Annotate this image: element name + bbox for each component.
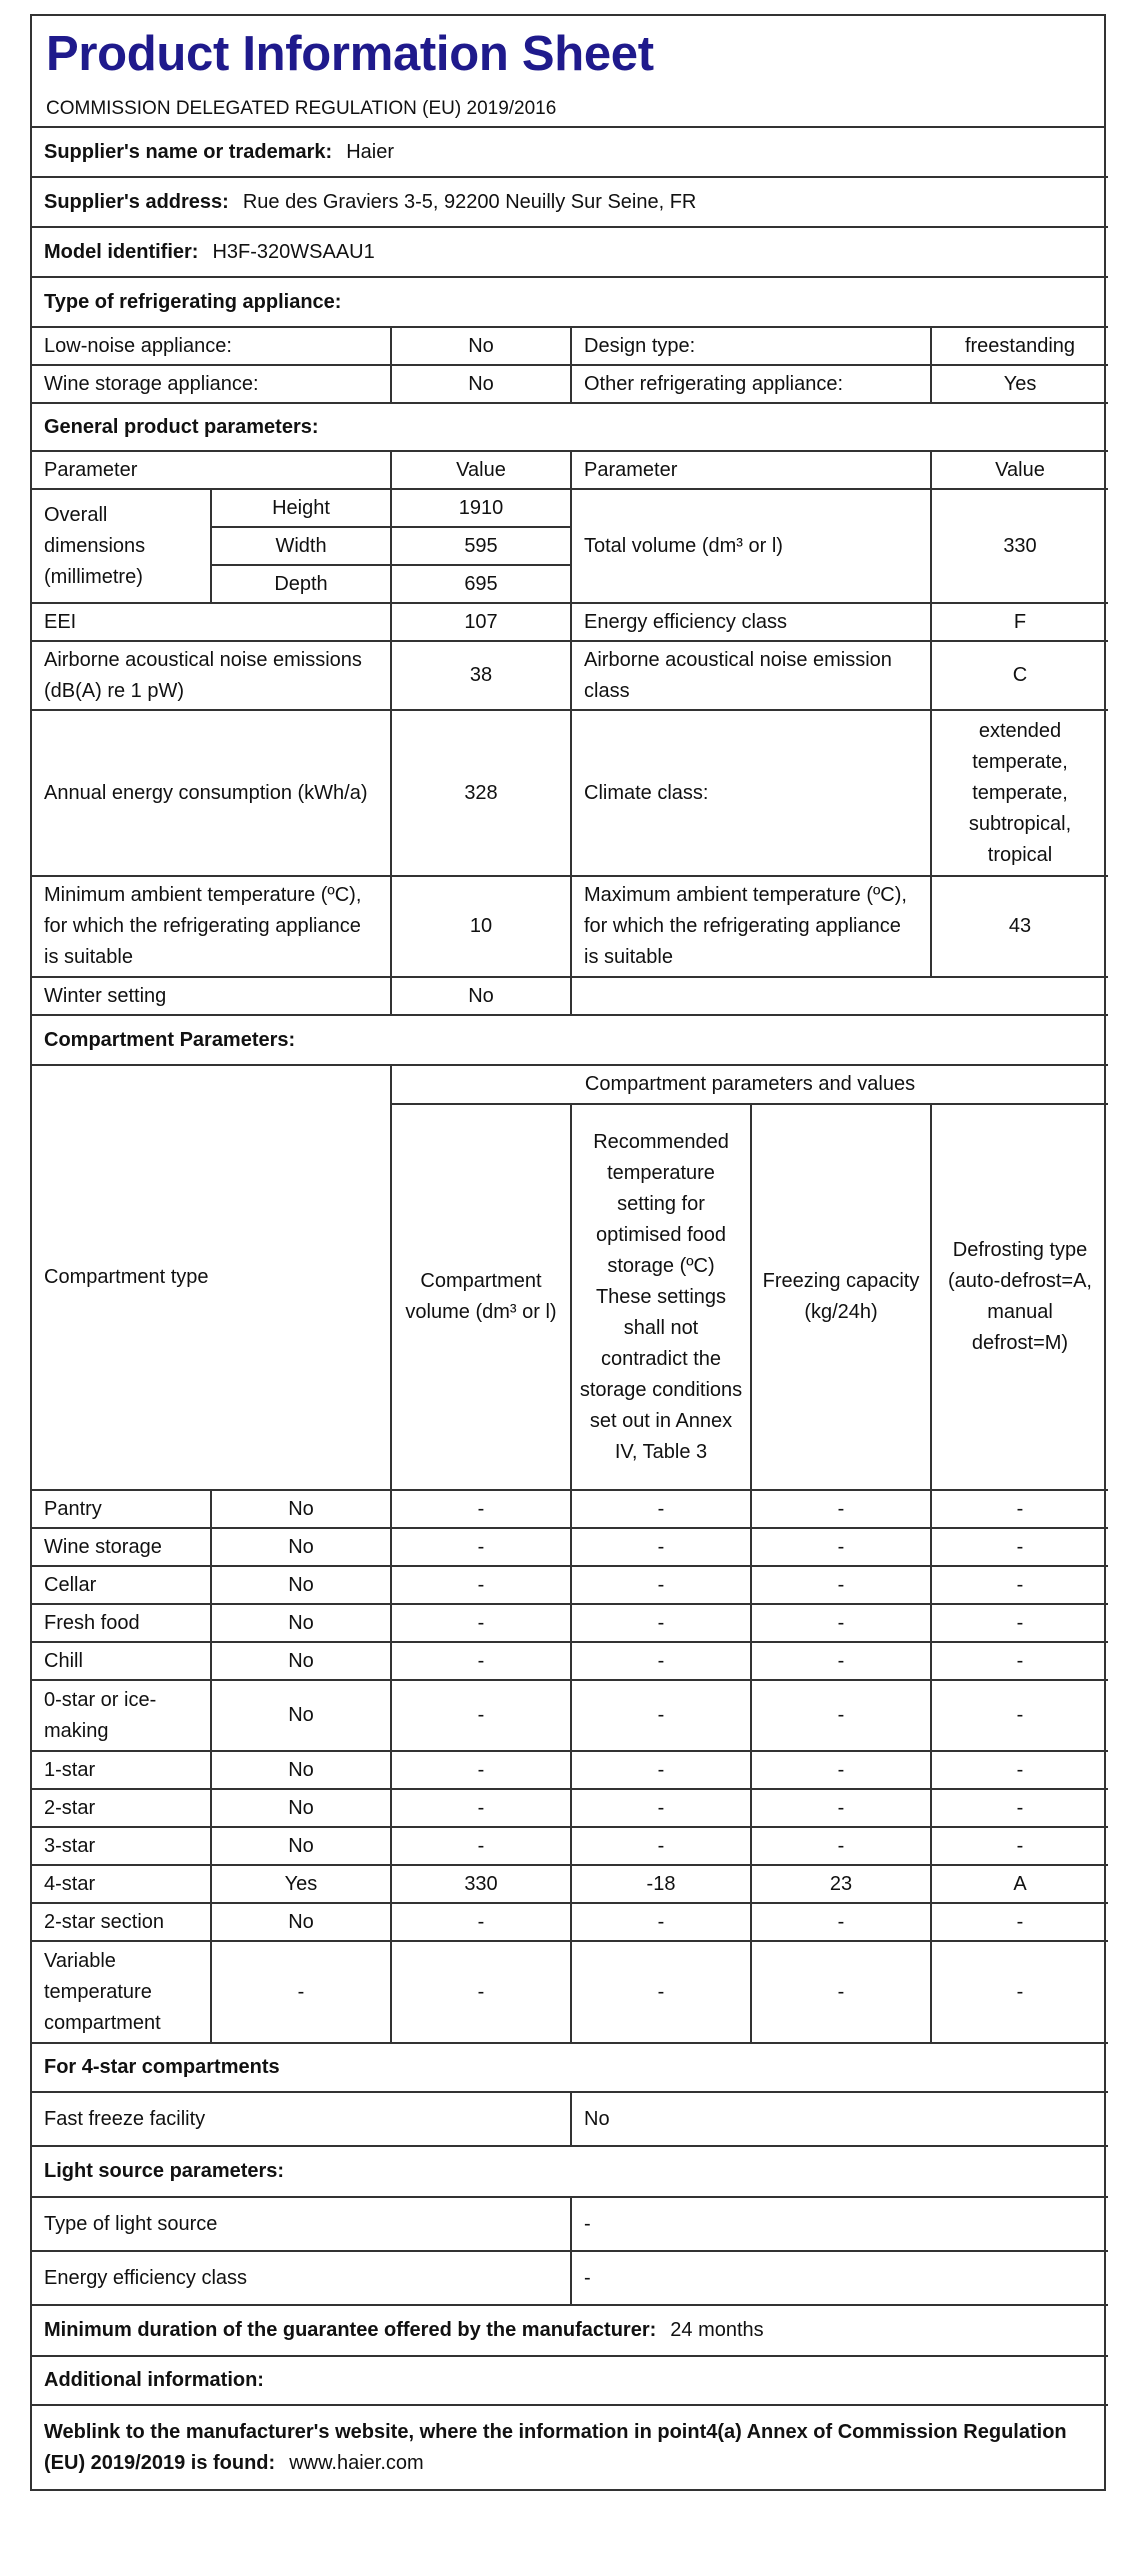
light-type-label: Type of light source: [32, 2197, 571, 2251]
height-row: [32, 489, 1108, 527]
noise-class-value: C: [931, 641, 1108, 710]
noise-value: 38: [391, 641, 571, 710]
compartment-defrost: -: [931, 1827, 1108, 1865]
general-heading-row: [32, 403, 1108, 451]
general-heading: General product parameters:: [32, 403, 1108, 451]
compartment-defrost: -: [931, 1941, 1108, 2043]
four-star-heading-row: [32, 2043, 1108, 2092]
compartment-volume: -: [391, 1789, 571, 1827]
compartment-present: No: [211, 1751, 391, 1789]
low-noise-label: Low-noise appliance:: [32, 327, 391, 365]
design-type-label: Design type:: [571, 327, 931, 365]
weblink[interactable]: www.haier.com: [289, 2451, 424, 2474]
guarantee-label: Minimum duration of the guarantee offered by the manufacturer:: [44, 2319, 657, 2341]
table-row: [32, 1903, 1108, 1941]
table-row: [32, 1642, 1108, 1680]
compartment-name: 2-star section: [32, 1903, 211, 1941]
compartment-present: No: [211, 1566, 391, 1604]
compartment-freeze: -: [751, 1789, 931, 1827]
light-heading-row: [32, 2146, 1108, 2197]
energy-consumption-value: 328: [391, 710, 571, 876]
compartment-type-header: Compartment type: [32, 1065, 391, 1490]
eei-label: EEI: [32, 603, 391, 641]
model-identifier: H3F-320WSAAU1: [212, 240, 375, 263]
height-value: 1910: [391, 489, 571, 527]
compartment-present: No: [211, 1903, 391, 1941]
compartment-defrost: -: [931, 1680, 1108, 1751]
compartment-defrost: A: [931, 1865, 1108, 1903]
compartment-present: No: [211, 1827, 391, 1865]
compartment-name: Cellar: [32, 1566, 211, 1604]
additional-heading-row: [32, 2356, 1108, 2405]
max-ambient-label: Maximum ambient temperature (ºC), for which the refrigerating appliance is suitable: [571, 876, 931, 977]
compartment-freeze: -: [751, 1941, 931, 2043]
compartment-name: 1-star: [32, 1751, 211, 1789]
table-row: [32, 1680, 1108, 1751]
min-ambient-label: Minimum ambient temperature (ºC), for which the refrigerating appliance is suitable: [32, 876, 391, 977]
additional-heading: Additional information:: [32, 2356, 1108, 2405]
table-row: [32, 1528, 1108, 1566]
light-type-value: -: [571, 2197, 1108, 2251]
weblink-label: Weblink to the manufacturer's website, where the information in point4(a) Annex of Commission Regulation (EU) 2019/2019 is found:: [44, 2420, 1067, 2474]
noise-class-label: Airborne acoustical noise emission class: [571, 641, 931, 710]
compartment-present: -: [211, 1941, 391, 2043]
compartment-present: No: [211, 1528, 391, 1566]
min-ambient-value: 10: [391, 876, 571, 977]
compartment-freeze: -: [751, 1680, 931, 1751]
other-appliance-label: Other refrigerating appliance:: [571, 365, 931, 403]
table-row: [32, 1490, 1108, 1528]
light-eec-row: [32, 2251, 1108, 2305]
compartment-temp: -: [571, 1566, 751, 1604]
table-row: [32, 1751, 1108, 1789]
product-information-sheet: [30, 14, 1106, 2491]
max-ambient-value: 43: [931, 876, 1108, 977]
design-type-value: freestanding: [931, 327, 1108, 365]
width-label: Width: [211, 527, 391, 565]
guarantee-value: 24 months: [670, 2319, 764, 2341]
compartment-temp: -: [571, 1642, 751, 1680]
compartment-volume: -: [391, 1490, 571, 1528]
compartment-freeze: -: [751, 1903, 931, 1941]
compartment-name: 0-star or ice-making: [32, 1680, 211, 1751]
compartment-temp: -: [571, 1604, 751, 1642]
compartment-temp: -: [571, 1680, 751, 1751]
supplier-address-row: [32, 177, 1108, 227]
compartment-name: 4-star: [32, 1865, 211, 1903]
model-label: Model identifier:: [44, 240, 199, 263]
energy-consumption-label: Annual energy consumption (kWh/a): [32, 710, 391, 876]
depth-label: Depth: [211, 565, 391, 603]
supplier-name: Haier: [346, 140, 394, 163]
compartment-name: Variable temperature compartment: [32, 1941, 211, 2043]
parameter-header-2: Parameter: [571, 451, 931, 489]
weblink-row: [32, 2405, 1108, 2489]
compartment-volume: 330: [391, 1865, 571, 1903]
compartment-group-header: Compartment parameters and values: [391, 1065, 1108, 1104]
compartment-freeze: -: [751, 1751, 931, 1789]
winter-setting-row: [32, 977, 1108, 1015]
compartment-volume: -: [391, 1566, 571, 1604]
compartment-volume: -: [391, 1903, 571, 1941]
supplier-name-row: [32, 128, 1108, 177]
compartment-volume: -: [391, 1941, 571, 2043]
info-table: [32, 128, 1108, 2489]
compartment-volume: -: [391, 1827, 571, 1865]
compartment-heading: Compartment Parameters:: [32, 1015, 1108, 1065]
compartment-present: Yes: [211, 1865, 391, 1903]
compartment-name: Chill: [32, 1642, 211, 1680]
depth-value: 695: [391, 565, 571, 603]
table-row: [32, 1604, 1108, 1642]
low-noise-row: [32, 327, 1108, 365]
appliance-type-heading: Type of refrigerating appliance:: [32, 277, 1108, 327]
page-title: Product Information Sheet: [46, 27, 654, 81]
compartment-temp: -: [571, 1490, 751, 1528]
value-header-2: Value: [931, 451, 1108, 489]
compartment-name: 2-star: [32, 1789, 211, 1827]
wine-storage-label: Wine storage appliance:: [32, 365, 391, 403]
light-eec-value: -: [571, 2251, 1108, 2305]
compartment-defrost: -: [931, 1566, 1108, 1604]
compartment-freeze: -: [751, 1566, 931, 1604]
wine-storage-value: No: [391, 365, 571, 403]
compartment-temp: -18: [571, 1865, 751, 1903]
compartment-present: No: [211, 1789, 391, 1827]
compartment-name: Wine storage: [32, 1528, 211, 1566]
fast-freeze-row: [32, 2092, 1108, 2146]
compartment-defrost: -: [931, 1528, 1108, 1566]
height-label: Height: [211, 489, 391, 527]
compartment-present: No: [211, 1680, 391, 1751]
compartment-present: No: [211, 1642, 391, 1680]
compartment-freeze: 23: [751, 1865, 931, 1903]
table-row: [32, 1566, 1108, 1604]
compartment-name: Pantry: [32, 1490, 211, 1528]
winter-setting-label: Winter setting: [32, 977, 391, 1015]
compartment-volume: -: [391, 1642, 571, 1680]
compartment-volume: -: [391, 1528, 571, 1566]
energy-class-label: Energy efficiency class: [571, 603, 931, 641]
value-header: Value: [391, 451, 571, 489]
energy-class-value: F: [931, 603, 1108, 641]
table-row: [32, 1865, 1108, 1903]
table-row: [32, 1941, 1108, 2043]
compartment-temp: -: [571, 1751, 751, 1789]
compartment-freeze: -: [751, 1642, 931, 1680]
regulation-subtitle: COMMISSION DELEGATED REGULATION (EU) 2019/2016: [46, 98, 557, 119]
compartment-freeze: -: [751, 1490, 931, 1528]
compartment-temp: -: [571, 1827, 751, 1865]
compartment-temp: -: [571, 1789, 751, 1827]
compartment-defrost: -: [931, 1903, 1108, 1941]
compartment-freeze: -: [751, 1528, 931, 1566]
four-star-heading: For 4-star compartments: [32, 2043, 1108, 2092]
compartment-volume-header: Compartment volume (dm³ or l): [391, 1104, 571, 1490]
other-appliance-value: Yes: [931, 365, 1108, 403]
empty-cell: [571, 977, 1108, 1015]
compartment-temp: -: [571, 1941, 751, 2043]
winter-setting-value: No: [391, 977, 571, 1015]
compartment-present: No: [211, 1604, 391, 1642]
parameter-header: Parameter: [32, 451, 391, 489]
guarantee-row: [32, 2305, 1108, 2356]
compartment-freeze: -: [751, 1827, 931, 1865]
compartment-name: Fresh food: [32, 1604, 211, 1642]
compartment-defrost: -: [931, 1642, 1108, 1680]
compartment-freeze: -: [751, 1604, 931, 1642]
wine-storage-row: [32, 365, 1108, 403]
low-noise-value: No: [391, 327, 571, 365]
overall-dimensions-label: Overall dimensions (millimetre): [32, 489, 211, 603]
appliance-type-heading-row: [32, 277, 1108, 327]
freezing-capacity-header: Freezing capacity (kg/24h): [751, 1104, 931, 1490]
supplier-name-label: Supplier's name or trademark:: [44, 140, 333, 163]
supplier-address-label: Supplier's address:: [44, 190, 229, 213]
compartment-volume: -: [391, 1604, 571, 1642]
compartment-name: 3-star: [32, 1827, 211, 1865]
compartment-temp: -: [571, 1528, 751, 1566]
compartment-present: No: [211, 1490, 391, 1528]
climate-class-value: extended temperate, temperate, subtropical, tropical: [931, 710, 1108, 876]
light-eec-label: Energy efficiency class: [32, 2251, 571, 2305]
light-type-row: [32, 2197, 1108, 2251]
table-row: [32, 1827, 1108, 1865]
climate-class-label: Climate class:: [571, 710, 931, 876]
total-volume-label: Total volume (dm³ or l): [571, 489, 931, 603]
noise-label: Airborne acoustical noise emissions (dB(A) re 1 pW): [32, 641, 391, 710]
compartment-defrost: -: [931, 1789, 1108, 1827]
model-row: [32, 227, 1108, 277]
supplier-address: Rue des Graviers 3-5, 92200 Neuilly Sur Seine, FR: [242, 190, 697, 213]
ambient-temperature-row: [32, 876, 1108, 977]
compartment-volume: -: [391, 1751, 571, 1789]
compartment-volume: -: [391, 1680, 571, 1751]
fast-freeze-value: No: [571, 2092, 1108, 2146]
compartment-defrost: -: [931, 1490, 1108, 1528]
energy-consumption-row: [32, 710, 1108, 876]
title-block: [32, 16, 1104, 128]
light-heading: Light source parameters:: [32, 2146, 1108, 2197]
recommended-temp-header: Recommended temperature setting for optimised food storage (ºC) These settings shall not contradict the storage conditions set out in Annex IV, Table 3: [571, 1104, 751, 1490]
fast-freeze-label: Fast freeze facility: [32, 2092, 571, 2146]
eei-value: 107: [391, 603, 571, 641]
compartment-temp: -: [571, 1903, 751, 1941]
compartment-defrost: -: [931, 1604, 1108, 1642]
general-header-row: [32, 451, 1108, 489]
compartment-group-header-row: [32, 1065, 1108, 1104]
noise-row: [32, 641, 1108, 710]
total-volume-value: 330: [931, 489, 1108, 603]
eei-row: [32, 603, 1108, 641]
defrosting-type-header: Defrosting type (auto-defrost=A, manual defrost=M): [931, 1104, 1108, 1490]
compartment-heading-row: [32, 1015, 1108, 1065]
width-value: 595: [391, 527, 571, 565]
table-row: [32, 1789, 1108, 1827]
compartment-defrost: -: [931, 1751, 1108, 1789]
